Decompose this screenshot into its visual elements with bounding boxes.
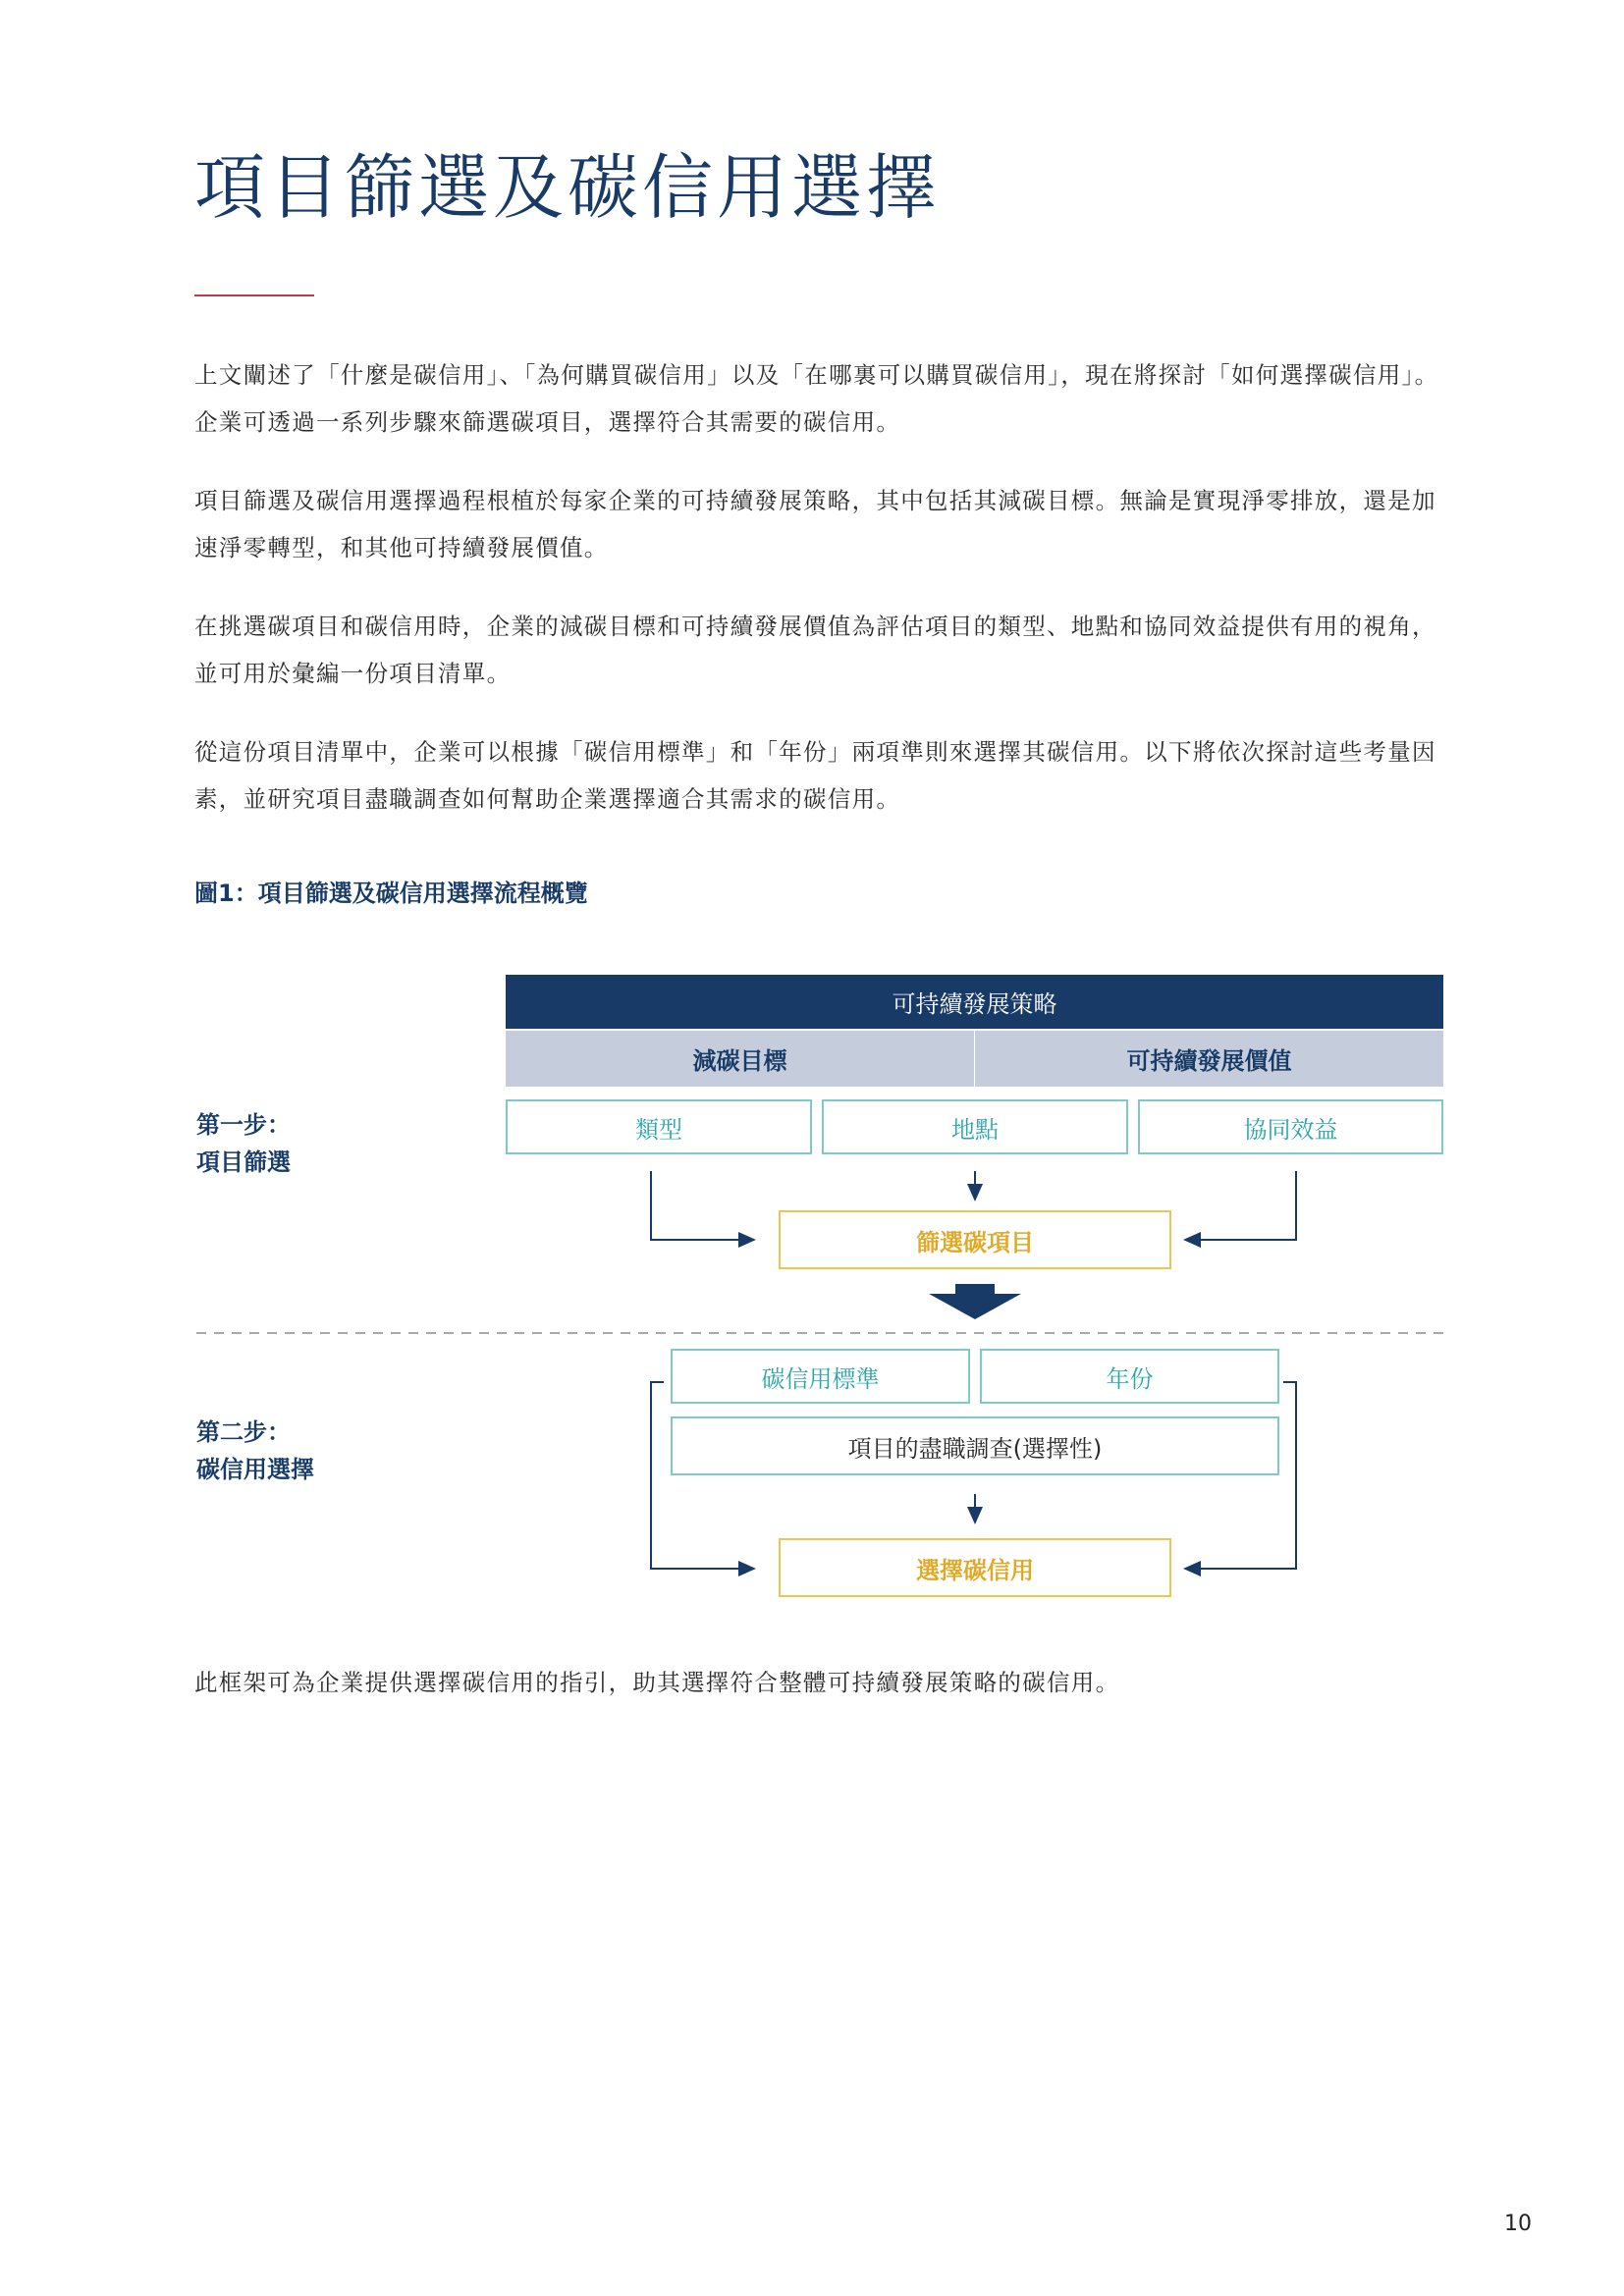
paragraph-3: 在挑選碳項目和碳信用時，企業的減碳目標和可持續發展價值為評估項目的類型、地點和協同效益提供有用的視角，並可用於彙編一份項目清單。 (194, 613, 1436, 687)
figure-caption: 圖1：項目篩選及碳信用選擇流程概覽 (194, 880, 588, 907)
page-number: 10 (1504, 2212, 1532, 2236)
step2-label-line1: 第二步： (196, 1418, 291, 1446)
step1-label (196, 1106, 291, 1181)
result-screen-projects: 篩選碳項目 (779, 1210, 1171, 1269)
connector-type-to-result (651, 1171, 754, 1240)
connector-cobenefit-to-result (1185, 1171, 1296, 1240)
criterion-cobenefits: 協同效益 (1138, 1099, 1443, 1154)
paragraph-1: 上文闡述了「什麼是碳信用」、「為何購買碳信用」以及「在哪裏可以購買碳信用」，現在將探討「如何選擇碳信用」。企業可透過一系列步驟來篩選碳項目，選擇符合其需要的碳信用。 (194, 361, 1439, 436)
bracket-left-step2 (651, 1382, 754, 1569)
criterion-credit-standard: 碳信用標準 (671, 1349, 970, 1404)
step2-label (196, 1414, 314, 1488)
down-arrow-icon (929, 1284, 1021, 1319)
closing-paragraph: 此框架可為企業提供選擇碳信用的指引，助其選擇符合整體可持續發展策略的碳信用。 (194, 1669, 1120, 1696)
criterion-vintage: 年份 (980, 1349, 1279, 1404)
result-select-credits: 選擇碳信用 (779, 1538, 1171, 1597)
step2-label-line2: 碳信用選擇 (196, 1456, 314, 1483)
goal-carbon-reduction: 減碳目標 (506, 1031, 974, 1087)
due-diligence-box: 項目的盡職調查(選擇性) (671, 1416, 1279, 1475)
strategy-bar: 可持續發展策略 (506, 975, 1443, 1029)
bracket-right-step2 (1185, 1382, 1296, 1569)
page-title: 項目篩選及碳信用選擇 (194, 146, 942, 229)
step1-label-line1: 第一步： (196, 1111, 291, 1139)
goal-sustainability-values: 可持續發展價值 (975, 1031, 1443, 1087)
criterion-location: 地點 (822, 1099, 1128, 1154)
paragraph-4: 從這份項目清單中，企業可以根據「碳信用標準」和「年份」兩項準則來選擇其碳信用。以下將依次探討這些考量因素，並研究項目盡職調查如何幫助企業選擇適合其需求的碳信用。 (194, 738, 1436, 813)
criterion-type: 類型 (506, 1099, 812, 1154)
step1-label-line2: 項目篩選 (196, 1148, 291, 1176)
paragraph-2: 項目篩選及碳信用選擇過程根植於每家企業的可持續發展策略，其中包括其減碳目標。無論是實現淨零排放，還是加速淨零轉型，和其他可持續發展價值。 (194, 487, 1436, 561)
